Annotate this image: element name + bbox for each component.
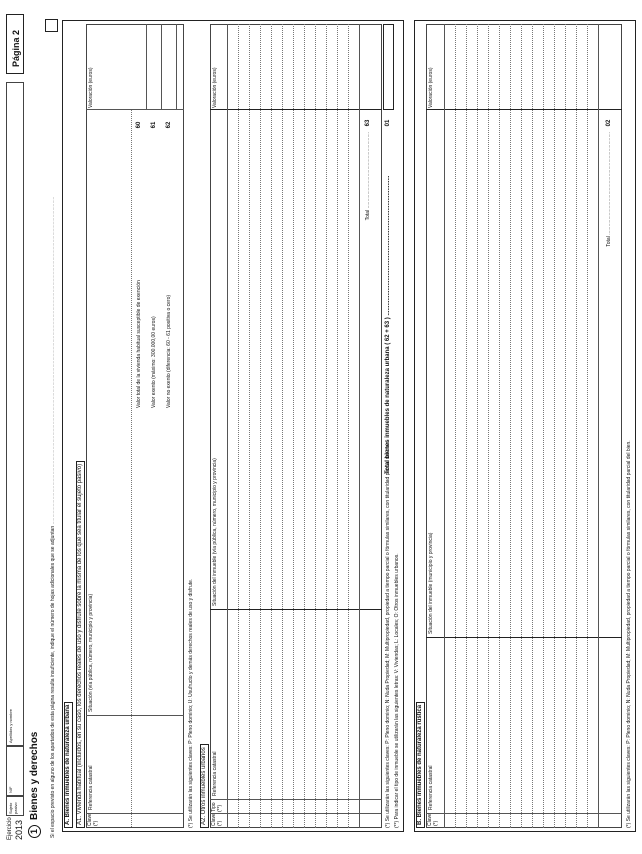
a2-row[interactable] [337,24,338,828]
a1-situacion-label: Situación (vía pública, número, municipio y provincia) [88,593,94,712]
b-row[interactable] [543,24,544,828]
a2-title: A2. Otros inmuebles urbanos [200,744,209,828]
a2-footnote-2: (**) Para indicar el tipo de inmueble se utilizarán las siguientes letras: V: Viviendas; L: Locales; O: Otros inmuebles urbanos. [394,553,400,828]
b-row[interactable] [532,24,533,828]
section-title: Bienes y derechos [29,731,40,820]
a2-row[interactable] [249,24,250,828]
page-label: Página 2 [11,29,21,67]
hojas-note: Si el espacio previsto en alguno de los apartados de esta página resulta insuficiente, indique el número de hojas adicionales que se adjuntan ............................................................................................................................................................................................................................................ [50,196,56,838]
a2-situacion-label: Situación del inmueble (vía pública, número, municipio y provincia) [212,458,218,606]
a1-ref-label: Referencia catastral [88,765,94,810]
a2-row[interactable] [282,24,283,828]
b-clave-label: Clave (*) [427,813,439,826]
b-row[interactable] [477,24,478,828]
code-01: 01 [385,119,391,127]
a2-row[interactable] [304,24,305,828]
b-row[interactable] [521,24,522,828]
nif-label: NIF [8,786,13,793]
b-total-label: Total .......................................................................... [606,132,612,247]
page-number-box [6,14,24,74]
a2-table [210,24,382,828]
section-number: 1 [29,829,39,835]
code-02: 02 [606,119,612,127]
b-footnote: (*) Se utilizarán las siguientes claves: P: Pleno dominio; N: Nuda Propiedad; M: Multipropiedad, propiedad a tiempo parcial o fórmulas similares, con titularidad parcial del bien. [626,440,632,828]
b-row[interactable] [488,24,489,828]
a2-total-label: Total ....................................................... [365,132,371,221]
b-row[interactable] [587,24,588,828]
b-situacion-label: Situación del inmueble (municipio y provincia) [428,532,434,634]
b-ref-label: Referencia catastral [428,765,434,810]
valor-total-vivienda-input[interactable] [134,26,146,108]
b-row[interactable] [499,24,500,828]
apellidos-label: Apellidos y nombre [8,708,13,743]
a2-clave-label: Clave (*) [211,813,223,826]
part-a-title: A. Bienes inmuebles de naturaleza urbana [64,702,73,828]
a2-row[interactable] [348,24,349,828]
a1-col-divider-1 [86,813,184,814]
total-urbana-input[interactable] [383,24,394,110]
b-row[interactable] [455,24,456,828]
a2-ref-label: Referencia catastral [212,751,218,796]
a1-col-divider-3 [86,109,184,110]
a1-row-60-label: Valor total de la vivienda habitual susceptible de exención [136,280,142,408]
hojas-adicionales-input[interactable] [45,19,58,32]
sujeto-pasivo-box [6,796,24,816]
a2-valoracion-label: Valoración (euros) [212,67,218,108]
nif-field[interactable] [6,746,24,796]
b-row[interactable] [554,24,555,828]
valor-no-exento-input[interactable] [164,26,176,108]
valor-exento-input[interactable] [149,26,161,108]
a1-footnote: (*) Se utilizarán las siguientes claves: P: Pleno dominio; U: Usufructo y demás derechos reales de uso y disfrute. [188,578,194,828]
a2-row[interactable] [315,24,316,828]
b-row[interactable] [565,24,566,828]
b-valoracion-label: Valoración (euros) [428,67,434,108]
a2-row[interactable] [260,24,261,828]
code-61: 61 [151,121,157,129]
a1-valoracion-label: Valoración (euros) [88,67,94,108]
a2-row[interactable] [238,24,239,828]
a1-row-61-label: Valor exento (máximo: 300.000,00 euros) [151,316,157,408]
code-60: 60 [136,121,142,129]
a1-row-line [131,110,132,827]
code-63: 63 [365,119,371,127]
a2-row[interactable] [326,24,327,828]
a1-table [86,24,184,828]
sujeto-pasivo-label: Sujeto pasivo [8,802,18,814]
a2-total-input[interactable] [362,26,376,108]
a2-footnote-1: (*) Se utilizarán las siguientes claves: P: Pleno dominio; N: Nuda Propiedad; M: Multipropiedad, propiedad a tiempo parcial o fórmulas similares, con titularidad parcial del bien. [385,440,391,828]
total-urbana-label: Total bienes inmuebles de naturaleza urbana ( 62 + 63 ) .................................................................................... [385,175,391,474]
b-total-input[interactable] [602,26,618,108]
apellidos-field[interactable] [6,82,24,746]
code-62: 62 [166,121,172,129]
a1-col-divider-2 [86,715,184,716]
part-b-title: B. Bienes inmuebles de naturaleza rústica [416,702,425,828]
a2-tipo-label: Tipo (**) [211,802,223,812]
b-row[interactable] [576,24,577,828]
a2-row[interactable] [271,24,272,828]
a1-title: A1. Vivienda habitual (incluidos, en su caso, los derechos reales de uso y disfrute sobre la misma de los que sea titular el sujeto pasivo) [76,461,85,828]
section-number-circle [28,825,41,838]
b-row[interactable] [510,24,511,828]
a1-clave-label: Clave (*) [87,813,99,826]
b-row[interactable] [466,24,467,828]
ejercicio-year: 2013 [14,819,24,840]
ejercicio-label: Ejercicio [7,817,13,840]
a2-row[interactable] [293,24,294,828]
a1-row-62-label: Valor no exento (diferencia: 60 - 61 positiva o cero) [166,294,172,408]
